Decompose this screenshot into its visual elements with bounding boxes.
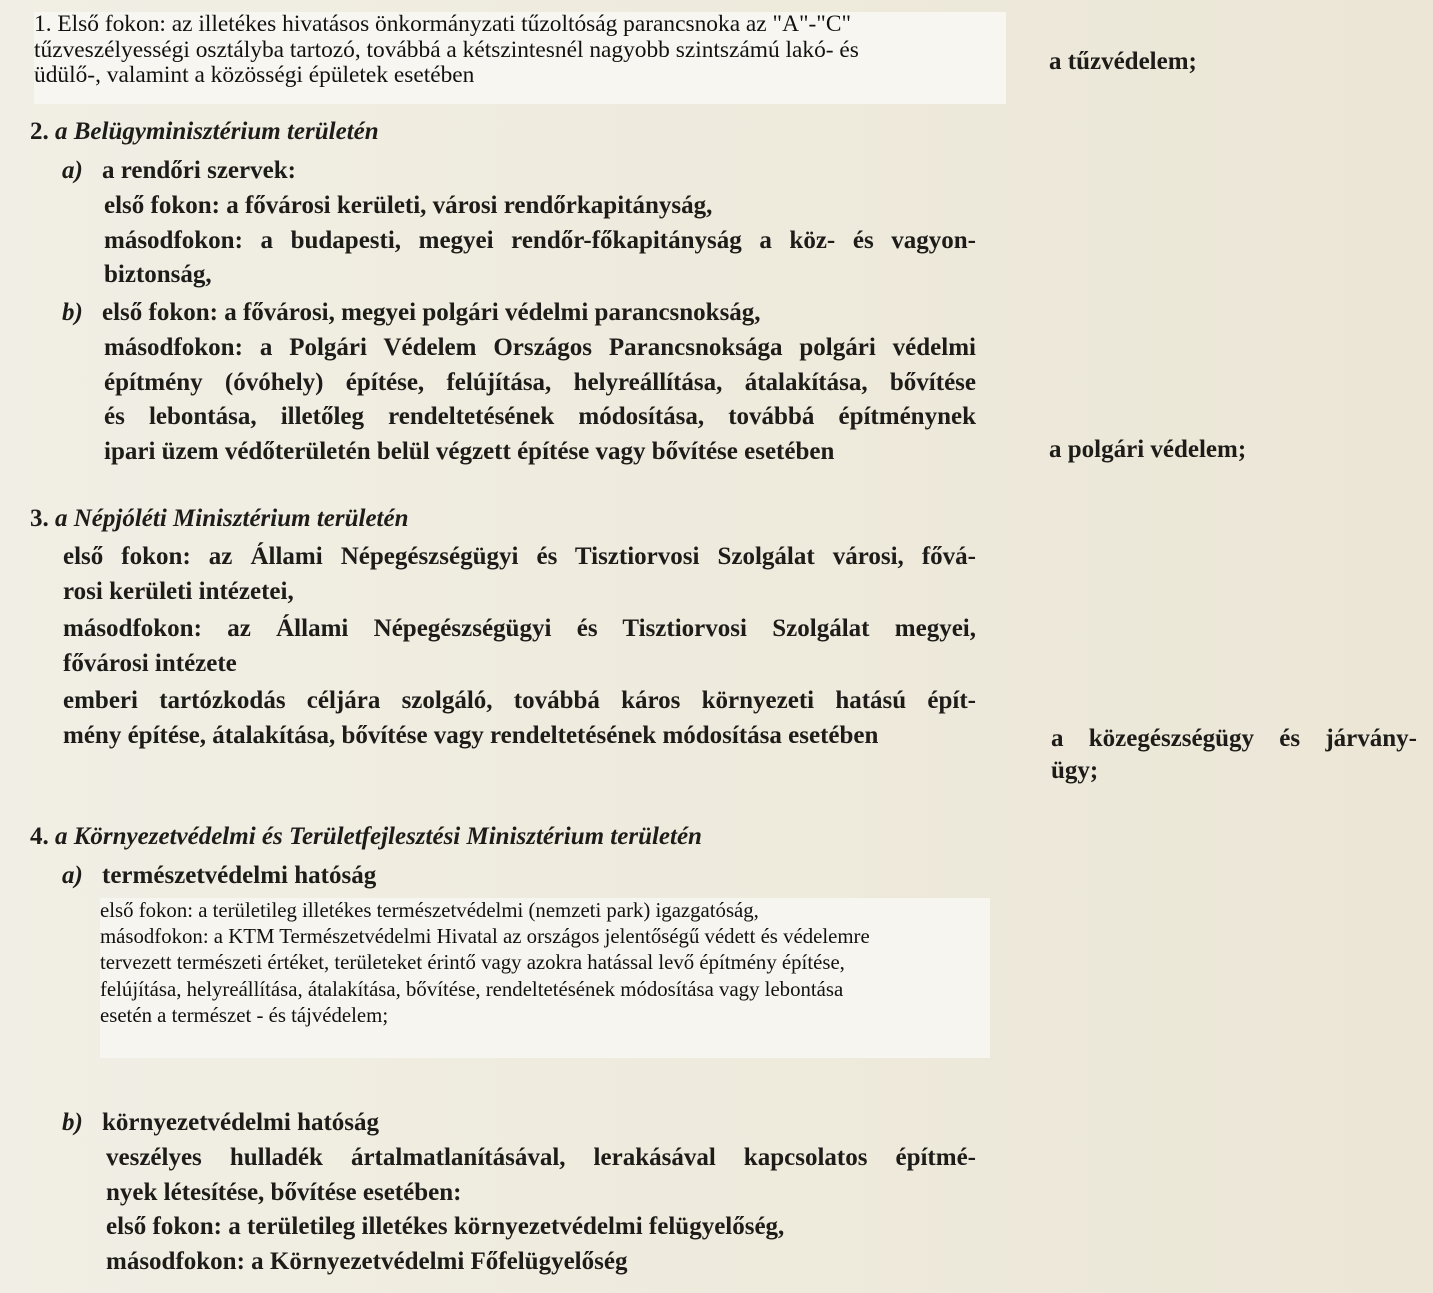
item-2a-title: a rendőri szervek: <box>102 157 296 184</box>
item-2-number: 2. <box>30 118 49 145</box>
item-2-heading <box>30 118 379 146</box>
item-4b-title-row <box>62 1106 379 1141</box>
item-2b-line: ipari üzem védőterületén belül végzett építése vagy bővítése esetében <box>104 437 835 465</box>
item-4a-line: esetén a természet - és tájvédelem; <box>100 1003 389 1027</box>
item-3-line: mény építése, átalakítása, bővítése vagy rendeltetésének módosítása esetében <box>63 721 879 749</box>
item-2a-line: másodfokon: a budapesti, megyei rendőr-főkapitányság a köz- és vagyon- <box>104 226 976 254</box>
item-2b-line: másodfokon: a Polgári Védelem Országos Parancsnoksága polgári védelmi <box>104 334 976 361</box>
item-1-line: tűzveszélyességi osztályba tartozó, továbbá a kétszintesnél nagyobb szintszámú lakó- és <box>34 36 859 63</box>
item-4b-title: környezetvédelmi hatóság <box>102 1109 380 1136</box>
item-3-side-label <box>1051 723 1417 787</box>
item-4a-title: természetvédelmi hatóság <box>102 862 377 889</box>
item-3-line: első fokon: az Állami Népegészségügyi és Tisztiorvosi Szolgálat városi, fővá- <box>63 543 976 570</box>
item-4a-title-row <box>62 859 376 894</box>
item-4b-line: másodfokon: a Környezetvédelmi Főfelügyelőség <box>106 1247 628 1275</box>
item-1-text <box>34 12 1006 104</box>
item-2b-line: és lebontása, illetőleg rendeltetésének módosítása, továbbá építménynek <box>104 403 976 430</box>
item-2a-line: első fokon: a fővárosi kerületi, városi rendőrkapitányság, <box>104 192 713 219</box>
item-3-side-line: ügy; <box>1051 757 1099 784</box>
item-2b-letter: b) <box>62 299 83 326</box>
item-3-title: a Népjóléti Minisztérium területén <box>55 505 409 532</box>
item-2a-body <box>104 189 976 293</box>
item-3-line: másodfokon: az Állami Népegészségügyi és Tisztiorvosi Szolgálat megyei, <box>63 615 976 642</box>
item-2a-line: biztonság, <box>104 261 212 288</box>
item-4b-line: első fokon: a területileg illetékes környezetvédelmi felügyelőség, <box>106 1213 785 1240</box>
item-4a-line: tervezett természeti értéket, területeket érintő vagy azokra hatással levő építmény építése, <box>100 951 845 975</box>
item-1-side-label: a tűzvédelem; <box>1049 48 1197 75</box>
item-3-line: emberi tartózkodás céljára szolgáló, továbbá káros környezeti hatású épít- <box>63 687 976 714</box>
item-3-heading <box>30 505 409 533</box>
item-2a-letter: a) <box>62 157 83 184</box>
item-4b-body <box>106 1141 976 1279</box>
item-4a-body <box>100 898 990 1058</box>
item-1-line: üdülő-, valamint a közösségi épületek esetében <box>34 62 475 89</box>
item-3-number: 3. <box>30 505 49 532</box>
item-4b-line: veszélyes hulladék ártalmatlanításával, lerakásával kapcsolatos építmé- <box>106 1144 976 1171</box>
item-4b-letter: b) <box>62 1109 83 1136</box>
item-2b-first: első fokon: a fővárosi, megyei polgári védelmi parancsnokság, <box>102 299 761 326</box>
item-3-side-line: a közegészségügy és járvány- <box>1051 725 1417 752</box>
item-3-line: fővárosi intézete <box>63 649 237 677</box>
item-3-line: rosi kerületi intézetei, <box>63 577 294 605</box>
item-2b-title-row <box>62 296 761 331</box>
item-2-side-label: a polgári védelem; <box>1049 436 1247 463</box>
item-4a-line: másodfokon: a KTM Természetvédelmi Hivatal az országos jelentőségű védett és védelemre <box>100 925 870 949</box>
item-2b-body <box>104 331 976 469</box>
item-1-line: 1. Első fokon: az illetékes hivatásos önkormányzati tűzoltóság parancsnoka az "A"-"C" <box>34 11 852 37</box>
item-4b-line: nyek létesítése, bővítése esetében: <box>106 1178 462 1206</box>
item-4-title: a Környezetvédelmi és Területfejlesztési Minisztérium területén <box>55 823 702 850</box>
item-4-number: 4. <box>30 823 49 850</box>
item-4a-letter: a) <box>62 862 83 889</box>
item-2b-line: építmény (óvóhely) építése, felújítása, helyreállítása, átalakítása, bővítése <box>104 368 976 396</box>
item-4a-line: első fokon: a területileg illetékes természetvédelmi (nemzeti park) igazgatóság, <box>100 899 759 922</box>
item-2-title: a Belügyminisztérium területén <box>55 118 379 145</box>
item-3-body <box>63 540 976 753</box>
item-4a-line: felújítása, helyreállítása, átalakítása, bővítése, rendeltetésének módosítása vagy lebontása <box>100 977 844 1001</box>
item-4-heading <box>30 823 702 851</box>
item-2a-title-row <box>62 154 296 189</box>
